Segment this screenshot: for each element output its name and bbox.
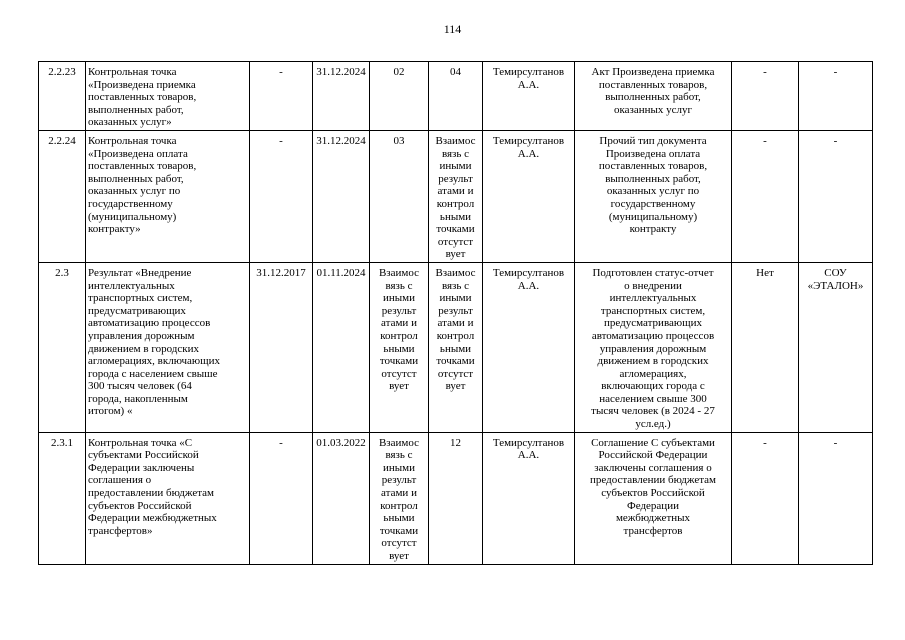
row-type: Взаимос вязь с иными результ атами и контрол ьными точками отсутст вует (370, 262, 429, 432)
row-col10: - (799, 131, 873, 263)
row-name: Контрольная точка «Произведена оплата поставленных товаров, выполненных работ, оказанных услуг по государственному (муниципальному) контракту» (86, 131, 250, 263)
table-row (39, 131, 873, 263)
row-start-date: - (250, 62, 313, 131)
row-link: Взаимос вязь с иными результ атами и контрол ьными точками отсутст вует (429, 131, 483, 263)
row-type: 03 (370, 131, 429, 263)
row-end-date: 31.12.2024 (313, 62, 370, 131)
row-type: 02 (370, 62, 429, 131)
row-col10: - (799, 432, 873, 564)
row-result: Прочий тип документа Произведена оплата поставленных товаров, выполненных работ, оказанных услуг по государственному (муниципальному) контракту (575, 131, 732, 263)
table-row (39, 432, 873, 564)
row-responsible: Темирсултанов А.А. (483, 432, 575, 564)
row-col9: - (732, 432, 799, 564)
row-responsible: Темирсултанов А.А. (483, 62, 575, 131)
row-result: Соглашение С субъектами Российской Федерации заключены соглашения о предоставлении бюджетам субъектов Российской Федерации межбюджетных трансфертов (575, 432, 732, 564)
row-name: Результат «Внедрение интеллектуальных транспортных систем, предусматривающих автоматизацию процессов управления дорожным движением в городских агломерациях, включающих города с населением свыше 300 тысяч человек (64 города, накопленным итогом) « (86, 262, 250, 432)
row-number: 2.3.1 (39, 432, 86, 564)
row-responsible: Темирсултанов А.А. (483, 262, 575, 432)
page-number: 114 (443, 22, 462, 36)
row-result: Подготовлен статус-отчет о внедрении интеллектуальных транспортных систем, предусматривающих автоматизацию процессов управления дорожным движением в городских агломерациях, включающих города с населением свыше 300 тысяч человек (в 2024 - 27 усл.ед.) (575, 262, 732, 432)
row-number: 2.2.23 (39, 62, 86, 131)
row-end-date: 31.12.2024 (313, 131, 370, 263)
row-name: Контрольная точка «Произведена приемка поставленных товаров, выполненных работ, оказанных услуг» (86, 62, 250, 131)
row-link: 04 (429, 62, 483, 131)
table-row (39, 62, 873, 131)
row-col9: - (732, 62, 799, 131)
row-link: Взаимос вязь с иными результ атами и контрол ьными точками отсутст вует (429, 262, 483, 432)
row-start-date: 31.12.2017 (250, 262, 313, 432)
row-name: Контрольная точка «С субъектами Российской Федерации заключены соглашения о предоставлении бюджетам субъектов Российской Федерации межбюджетных трансфертов» (86, 432, 250, 564)
row-type: Взаимос вязь с иными результ атами и контрол ьными точками отсутст вует (370, 432, 429, 564)
row-end-date: 01.03.2022 (313, 432, 370, 564)
row-start-date: - (250, 432, 313, 564)
row-col10: СОУ «ЭТАЛОН» (799, 262, 873, 432)
row-responsible: Темирсултанов А.А. (483, 131, 575, 263)
table-row (39, 262, 873, 432)
row-number: 2.3 (39, 262, 86, 432)
row-col9: Нет (732, 262, 799, 432)
row-result: Акт Произведена приемка поставленных товаров, выполненных работ, оказанных услуг (575, 62, 732, 131)
row-link: 12 (429, 432, 483, 564)
row-col9: - (732, 131, 799, 263)
plan-table (38, 61, 873, 565)
row-start-date: - (250, 131, 313, 263)
row-col10: - (799, 62, 873, 131)
row-end-date: 01.11.2024 (313, 262, 370, 432)
row-number: 2.2.24 (39, 131, 86, 263)
